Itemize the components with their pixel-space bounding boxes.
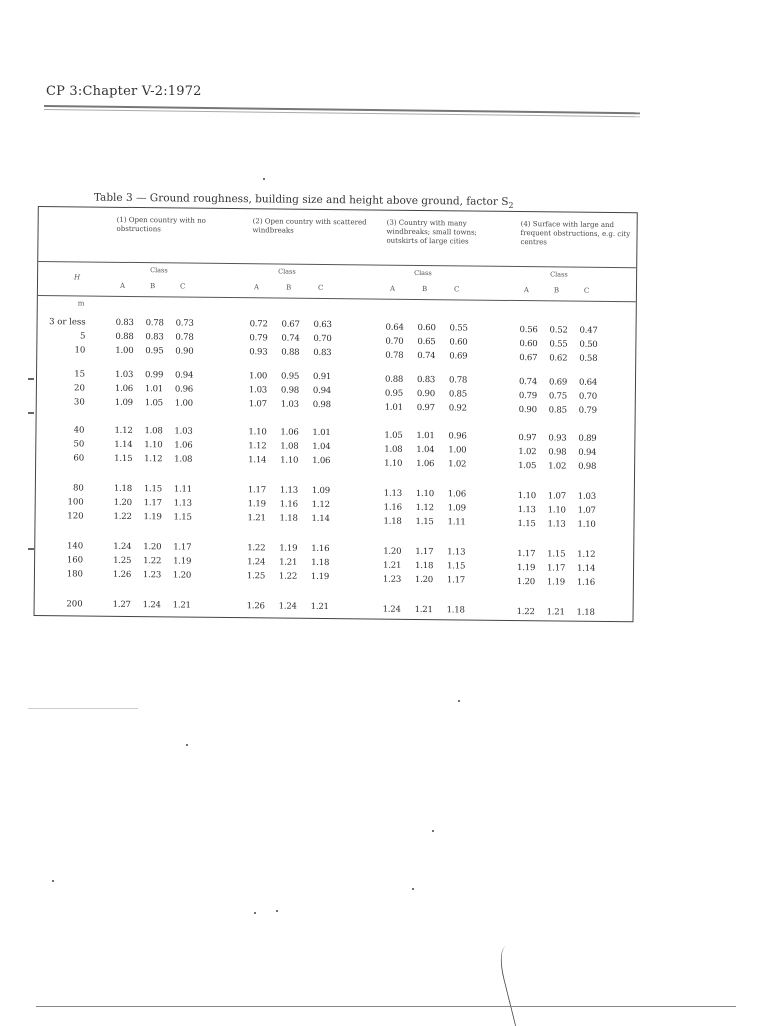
height-cell: 140: [66, 541, 84, 552]
class-header-row: [38, 261, 636, 302]
factor-cell: 1.06: [174, 440, 193, 451]
factor-cell: 1.17: [517, 549, 536, 560]
factor-cell: 1.07: [577, 505, 596, 516]
factor-cell: 1.18: [415, 560, 434, 572]
scan-speck: [186, 744, 188, 746]
factor-cell: 1.03: [280, 399, 299, 410]
condition-3-label: (3) Country with many windbreaks; small towns; outskirts of large cities: [386, 218, 477, 246]
factor-cell: 1.16: [279, 499, 298, 510]
class-label: Class: [278, 267, 296, 276]
height-cell: 180: [66, 569, 84, 580]
factor-cell: 0.78: [448, 375, 468, 386]
factor-cell: 1.21: [279, 557, 298, 568]
factor-cell: 0.73: [175, 318, 194, 329]
factor-cell: 0.96: [448, 431, 467, 442]
margin-mark: [28, 378, 34, 380]
factor-cell: 1.17: [143, 498, 162, 509]
factor-cell: 1.14: [311, 513, 330, 525]
height-cell: 10: [74, 345, 86, 356]
scan-speck: [276, 910, 278, 912]
scan-speck: [458, 700, 460, 702]
factor-cell: 0.74: [281, 333, 300, 344]
factor-cell: 1.21: [414, 604, 433, 616]
factor-cell: 0.83: [115, 317, 134, 329]
factor-cell: 1.21: [383, 560, 402, 571]
class-letter: A: [523, 286, 530, 295]
factor-cell: 1.12: [248, 441, 267, 452]
factor-cell: 1.15: [447, 561, 466, 572]
height-cell: 120: [67, 511, 84, 522]
bottom-edge-rule: [36, 1006, 736, 1007]
factor-cell: 1.15: [547, 549, 566, 560]
factor-cell: 1.15: [517, 519, 536, 530]
margin-mark: [28, 412, 34, 414]
factor-cell: 1.10: [384, 458, 403, 469]
factor-cell: 1.22: [143, 556, 162, 567]
factor-cell: 1.03: [248, 385, 268, 396]
class-label: Class: [414, 268, 432, 278]
factor-cell: 1.04: [312, 441, 331, 453]
factor-cell: 0.83: [416, 374, 436, 386]
factor-cell: 0.64: [385, 322, 404, 333]
factor-cell: 1.21: [247, 513, 266, 524]
factor-cell: 1.26: [246, 601, 265, 612]
table-title-subscript: 2: [508, 201, 514, 211]
factor-cell: 0.83: [313, 347, 332, 359]
factor-cell: 1.12: [415, 502, 434, 514]
factor-cell: 0.60: [519, 339, 538, 350]
factor-cell: 1.13: [173, 498, 192, 509]
factor-cell: 0.85: [448, 389, 468, 400]
scan-speck: [263, 178, 265, 180]
factor-cell: 1.10: [144, 440, 163, 451]
row-group: [37, 425, 635, 472]
factor-cell: 1.01: [144, 384, 164, 395]
factor-cell: 1.20: [383, 546, 402, 557]
factor-cell: 1.17: [415, 546, 434, 558]
factor-cell: 1.20: [414, 574, 434, 586]
factor-cell: 1.03: [577, 491, 596, 502]
margin-mark: [28, 548, 34, 550]
factor-cell: 0.64: [578, 377, 598, 388]
factor-cell: 1.20: [516, 577, 536, 588]
factor-cell: 1.21: [172, 600, 191, 611]
factor-cell: 1.06: [280, 427, 299, 438]
factor-cell: 1.19: [247, 499, 266, 510]
factor-cell: 0.98: [578, 461, 597, 472]
factor-cell: 1.00: [448, 445, 467, 456]
factor-cell: 1.03: [174, 426, 193, 437]
class-letter: B: [149, 282, 156, 291]
factor-cell: 0.79: [518, 391, 538, 402]
height-cell: 5: [79, 331, 86, 342]
factor-cell: 0.72: [249, 319, 268, 330]
factor-cell: 1.06: [416, 458, 435, 470]
factor-cell: 1.16: [383, 502, 402, 513]
factor-cell: 0.67: [519, 353, 538, 364]
factor-cell: 0.62: [549, 353, 568, 364]
factor-cell: 1.20: [143, 542, 162, 553]
table-body: [34, 206, 638, 622]
factor-cell: 1.10: [517, 491, 536, 502]
factor-cell: 1.15: [415, 516, 434, 528]
height-cell: 3 or less: [49, 317, 86, 328]
condition-4-label: (4) Surface with large and frequent obstructions, e.g. city centres: [520, 220, 631, 247]
factor-cell: 0.94: [312, 385, 332, 397]
factor-cell: 0.52: [549, 325, 568, 336]
table-3: [34, 188, 638, 622]
factor-cell: 0.79: [249, 333, 268, 344]
factor-cell: 1.08: [174, 454, 193, 465]
factor-cell: 0.63: [313, 319, 332, 331]
factor-cell: 1.00: [115, 345, 134, 357]
factor-cell: 0.96: [174, 384, 194, 395]
height-cell: 100: [67, 497, 84, 508]
factor-cell: 0.97: [518, 433, 537, 444]
factor-cell: 1.12: [114, 425, 133, 437]
height-cell: 20: [74, 383, 85, 394]
scan-smudge: [28, 708, 138, 709]
factor-cell: 1.24: [247, 557, 266, 568]
factor-cell: 0.50: [579, 339, 598, 350]
factor-cell: 1.18: [383, 516, 402, 527]
factor-cell: 1.17: [173, 542, 192, 553]
factor-cell: 0.55: [549, 339, 568, 350]
scan-speck: [254, 912, 256, 914]
factor-cell: 0.94: [578, 447, 597, 458]
factor-cell: 0.83: [145, 332, 164, 343]
factor-cell: 0.88: [115, 331, 134, 343]
factor-cell: 1.01: [312, 427, 331, 439]
factor-cell: 0.93: [548, 433, 567, 444]
row-group: [36, 483, 634, 530]
factor-cell: 1.15: [143, 484, 163, 495]
factor-cell: 0.98: [548, 447, 567, 458]
factor-cell: 1.21: [310, 601, 329, 613]
factor-cell: 1.16: [576, 577, 596, 588]
factor-cell: 1.11: [173, 484, 193, 495]
factor-cell: 1.23: [382, 574, 402, 585]
factor-cell: 1.23: [142, 570, 162, 581]
height-cell: 40: [73, 425, 85, 436]
factor-cell: 1.19: [279, 543, 298, 554]
factor-cell: 1.24: [113, 541, 132, 552]
factor-cell: 0.69: [548, 377, 568, 388]
factor-cell: 0.74: [518, 377, 538, 388]
factor-cell: 0.47: [579, 325, 598, 336]
factor-cell: 0.75: [548, 391, 568, 402]
factor-cell: 0.90: [416, 388, 436, 400]
class-letter: A: [389, 284, 396, 293]
factor-cell: 1.05: [518, 461, 537, 472]
factor-cell: 1.15: [173, 512, 192, 523]
factor-cell: 1.10: [280, 455, 299, 466]
factor-cell: 0.90: [175, 346, 194, 357]
factor-cell: 1.10: [547, 505, 566, 516]
height-cell: 80: [72, 483, 84, 494]
condition-header-row: [38, 207, 637, 268]
class-label: Class: [550, 270, 568, 279]
class-letter: A: [253, 283, 260, 292]
factor-cell: 1.01: [416, 430, 435, 442]
row-group: [38, 317, 636, 364]
factor-cell: 1.09: [311, 485, 331, 497]
factor-cell: 0.90: [518, 405, 537, 416]
class-label: Class: [150, 266, 168, 275]
class-letter: C: [453, 285, 460, 294]
class-letter: C: [179, 282, 186, 291]
factor-cell: 1.16: [311, 543, 330, 555]
factor-cell: 1.04: [416, 444, 435, 456]
class-letter: B: [285, 283, 292, 292]
height-cell: 50: [73, 439, 85, 450]
class-letter: A: [119, 281, 126, 290]
height-cell: 200: [66, 599, 83, 610]
scan-speck: [412, 888, 414, 890]
factor-cell: 1.10: [415, 488, 435, 500]
factor-cell: 1.15: [114, 453, 133, 465]
condition-1-label: (1) Open country with no obstructions: [116, 215, 206, 234]
factor-cell: 1.08: [384, 444, 403, 455]
table-title-text: Table 3 — Ground roughness, building size and height above ground, factor S: [93, 191, 509, 208]
height-cell: 30: [73, 397, 85, 408]
factor-cell: 0.70: [385, 336, 404, 347]
factor-cell: 1.18: [576, 607, 595, 618]
factor-cell: 0.70: [313, 333, 332, 345]
factor-cell: 1.19: [546, 577, 566, 588]
factor-cell: 1.07: [248, 399, 267, 410]
factor-cell: 0.78: [175, 332, 194, 343]
factor-cell: 0.60: [417, 322, 436, 334]
row-group: [35, 541, 633, 588]
factor-cell: 1.06: [447, 489, 467, 500]
factor-cell: 0.92: [448, 403, 467, 414]
factor-cell: 1.24: [278, 601, 297, 612]
factor-cell: 0.67: [281, 319, 300, 330]
factor-cell: 1.18: [446, 605, 465, 616]
factor-cell: 0.70: [578, 391, 598, 402]
scan-speck: [52, 880, 54, 882]
factor-cell: 1.02: [548, 461, 567, 472]
class-letter: C: [317, 283, 324, 292]
factor-cell: 0.60: [449, 337, 468, 348]
factor-cell: 1.25: [113, 555, 132, 566]
factor-cell: 1.24: [382, 604, 401, 615]
factor-cell: 0.99: [144, 370, 164, 381]
factor-cell: 1.02: [448, 459, 467, 470]
factor-cell: 1.22: [113, 511, 132, 522]
factor-cell: 1.27: [112, 599, 131, 610]
factor-cell: 1.08: [280, 441, 299, 452]
pen-mark: [496, 942, 542, 1026]
factor-cell: 0.56: [519, 325, 538, 336]
factor-cell: 1.18: [311, 557, 330, 569]
factor-cell: 1.02: [518, 447, 537, 458]
factor-cell: 1.19: [173, 556, 192, 567]
factor-cell: 1.13: [447, 547, 466, 558]
height-column-header: H: [74, 273, 81, 282]
class-letter: C: [583, 286, 590, 295]
row-group: [35, 599, 633, 618]
factor-cell: 1.14: [114, 439, 133, 451]
height-cell: 60: [73, 453, 85, 464]
factor-cell: 1.19: [310, 571, 330, 583]
factor-cell: 0.58: [579, 353, 598, 364]
factor-cell: 1.22: [516, 607, 535, 618]
factor-cell: 1.17: [446, 575, 466, 586]
factor-cell: 0.95: [384, 388, 404, 399]
factor-cell: 1.14: [576, 563, 596, 574]
factor-cell: 0.78: [385, 350, 404, 361]
factor-cell: 1.10: [577, 519, 596, 530]
factor-cell: 1.21: [546, 607, 565, 618]
factor-cell: 0.93: [249, 347, 268, 358]
factor-cell: 1.06: [312, 455, 331, 467]
factor-cell: 0.95: [280, 371, 300, 382]
factor-cell: 0.98: [280, 385, 300, 396]
factor-cell: 1.12: [311, 499, 330, 511]
factor-cell: 1.13: [383, 488, 403, 499]
factor-cell: 1.26: [112, 569, 132, 580]
factor-cell: 1.13: [547, 519, 566, 530]
class-letter: B: [553, 286, 560, 295]
factor-cell: 1.22: [247, 543, 266, 554]
factor-cell: 1.01: [384, 402, 403, 413]
factor-cell: 0.91: [312, 371, 332, 383]
factor-cell: 1.19: [143, 512, 162, 523]
height-cell: 15: [74, 369, 86, 380]
factor-cell: 1.07: [547, 491, 566, 502]
factor-cell: 0.85: [548, 405, 567, 416]
factor-cell: 0.79: [578, 405, 597, 416]
factor-cell: 0.78: [145, 318, 164, 329]
condition-2-label: (2) Open country with scattered windbreaks: [252, 217, 367, 235]
factor-cell: 1.10: [248, 427, 267, 438]
factor-cell: 0.95: [145, 346, 164, 357]
factor-cell: 0.55: [449, 323, 468, 334]
factor-cell: 1.14: [248, 455, 267, 466]
class-letter: B: [421, 285, 428, 294]
factor-cell: 0.89: [578, 433, 597, 444]
factor-cell: 1.17: [247, 485, 267, 496]
factor-cell: 1.25: [246, 571, 266, 582]
factor-cell: 0.88: [384, 374, 404, 385]
factor-cell: 1.19: [516, 563, 536, 574]
factor-cell: 0.69: [449, 351, 468, 362]
factor-cell: 1.09: [447, 503, 466, 514]
factor-cell: 1.17: [546, 563, 566, 574]
factor-cell: 1.06: [114, 383, 134, 395]
factor-cell: 0.94: [174, 370, 194, 381]
factor-cell: 0.65: [417, 336, 436, 348]
factor-cell: 1.12: [144, 454, 163, 465]
factor-cell: 0.74: [417, 350, 436, 362]
factor-cell: 1.13: [517, 505, 536, 516]
factor-cell: 1.24: [142, 600, 161, 611]
factor-cell: 1.11: [447, 517, 466, 528]
factor-cell: 1.13: [279, 485, 299, 496]
factor-cell: 1.03: [114, 369, 134, 381]
factor-cell: 1.09: [114, 397, 133, 409]
factor-cell: 1.18: [113, 483, 133, 495]
row-group: [37, 369, 635, 416]
factor-cell: 1.20: [172, 570, 192, 581]
page-header: CP 3:Chapter V-2:1972: [46, 84, 202, 99]
factor-cell: 1.00: [174, 398, 193, 409]
factor-cell: 0.88: [281, 347, 300, 358]
factor-cell: 1.18: [279, 513, 298, 524]
factor-cell: 0.97: [416, 402, 435, 414]
height-unit: m: [77, 299, 85, 308]
factor-cell: 1.12: [577, 549, 596, 560]
height-cell: 160: [66, 555, 84, 566]
scan-speck: [432, 830, 434, 832]
factor-cell: 0.98: [312, 399, 331, 411]
factor-cell: 1.22: [278, 571, 298, 582]
factor-cell: 1.20: [113, 497, 132, 508]
factor-cell: 1.00: [248, 371, 268, 382]
factor-cell: 1.05: [144, 398, 163, 409]
factor-cell: 1.05: [384, 430, 403, 441]
factor-cell: 1.08: [144, 426, 163, 437]
